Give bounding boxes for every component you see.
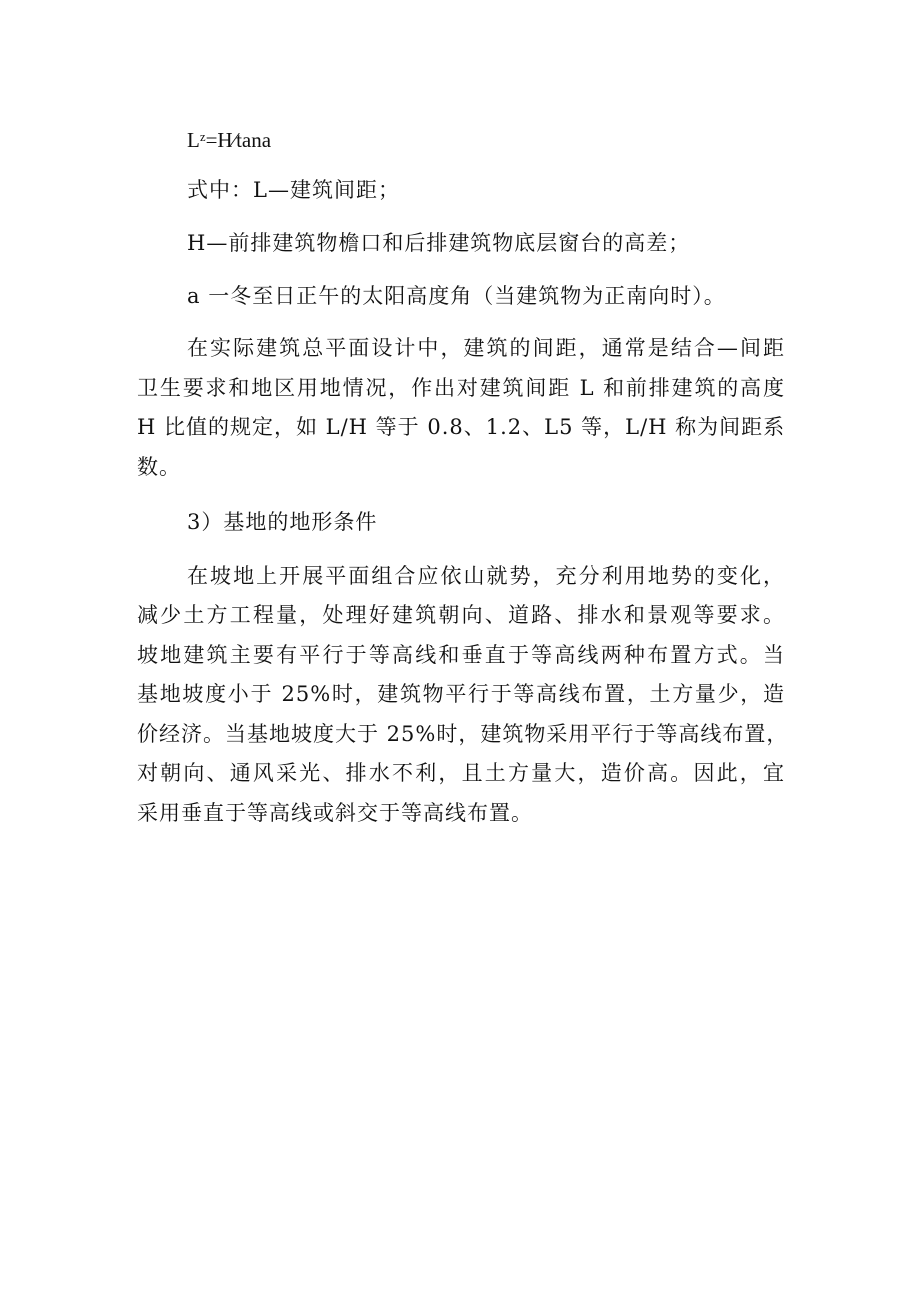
paragraph-line: H 比值的规定，如 L/H 等于 0.8、1.2、L5 等，L/H 称为间距系 xyxy=(137,415,786,439)
paragraph-line: 数。 xyxy=(137,455,181,479)
paragraph-line: 坡地建筑主要有平行于等高线和垂直于等高线两种布置方式。当 xyxy=(137,643,785,667)
formula: Lᶻ=H⁄tana xyxy=(187,128,272,152)
paragraph-line: 基地坡度小于 25%时，建筑物平行于等高线布置，土方量少，造 xyxy=(137,682,785,706)
section-heading: 3）基地的地形条件 xyxy=(187,510,378,534)
paragraph-line: 价经济。当基地坡度大于 25%时，建筑物采用平行于等高线布置， xyxy=(137,722,789,746)
definition-line: a 一冬至日正午的太阳高度角（当建筑物为正南向时）。 xyxy=(187,284,726,308)
paragraph-line: 减少土方工程量，处理好建筑朝向、道路、排水和景观等要求。 xyxy=(137,603,785,627)
paragraph-line: 采用垂直于等高线或斜交于等高线布置。 xyxy=(137,801,533,825)
paragraph-line: 在实际建筑总平面设计中，建筑的间距，通常是结合—间距 xyxy=(187,336,785,360)
paragraph-line: 对朝向、通风采光、排水不利，且土方量大，造价高。因此，宜 xyxy=(137,761,785,785)
paragraph-line: 卫生要求和地区用地情况，作出对建筑间距 L 和前排建筑的高度 xyxy=(137,376,785,400)
definition-line: 式中：L—建筑间距； xyxy=(187,178,400,202)
definition-line: H—前排建筑物檐口和后排建筑物底层窗台的高差； xyxy=(187,231,691,255)
paragraph-line: 在坡地上开展平面组合应依山就势，充分利用地势的变化， xyxy=(187,564,785,588)
